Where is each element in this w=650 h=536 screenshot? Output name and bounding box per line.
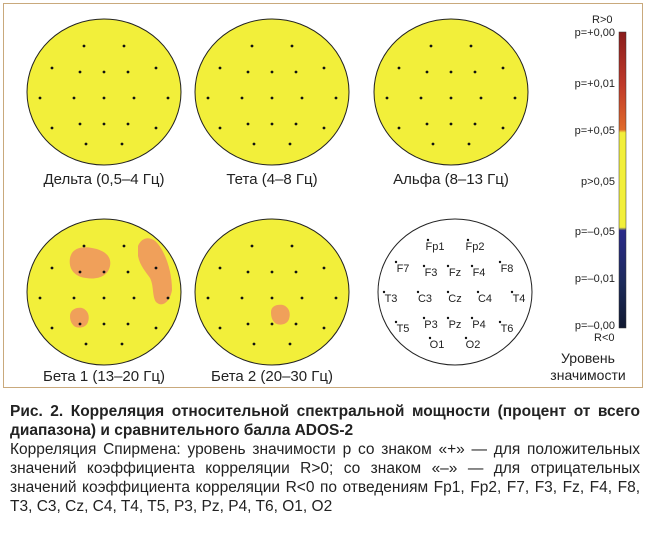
scale-tick: p=–0,00: [574, 320, 615, 332]
electrode-montage: [378, 219, 532, 365]
electrode-dot-t6: [155, 327, 158, 330]
head-label-beta2: Бета 2 (20–30 Гц): [211, 368, 333, 385]
electrode-dot-t6: [323, 127, 326, 130]
head-label-theta: Тета (4–8 Гц): [226, 171, 318, 188]
electrode-dot-cz: [271, 97, 274, 100]
electrode-dot-f3: [247, 71, 250, 74]
montage-label-t3: T3: [384, 293, 398, 305]
electrode-dot-f7: [219, 67, 222, 70]
electrode-dot-t4: [167, 297, 170, 300]
electrode-dot-f3: [247, 271, 250, 274]
electrode-dot-fp1: [83, 245, 86, 248]
electrode-dot-o2: [289, 143, 292, 146]
scale-tick: p=+0,01: [574, 78, 615, 90]
electrode-dot-o1: [432, 143, 435, 146]
electrode-dot-t4: [335, 97, 338, 100]
electrode-dot-c3: [241, 97, 244, 100]
electrode-dot-fp2: [123, 245, 126, 248]
montage-label-c4: C4: [477, 293, 493, 305]
scale-title-line1: Уровень: [561, 350, 615, 366]
head-map-alpha: [374, 19, 528, 165]
scale-bottom-label: R<0: [594, 332, 615, 344]
electrode-dot-f4: [127, 71, 130, 74]
electrode-dot-t3: [39, 97, 42, 100]
electrode-dot-fz: [450, 71, 453, 74]
head-map-beta2: [195, 219, 349, 365]
significance-blob-p3: [271, 305, 290, 325]
electrode-dot-f7: [51, 67, 54, 70]
montage-label-o1: O1: [429, 339, 445, 351]
electrode-dot-t3: [386, 97, 389, 100]
electrode-dot-p4: [127, 323, 130, 326]
montage-label-fz: Fz: [448, 267, 462, 279]
electrode-dot-f4: [127, 271, 130, 274]
electrode-dot-t3: [39, 297, 42, 300]
electrode-dot-f8: [155, 267, 158, 270]
electrode-dot-fp1: [251, 45, 254, 48]
scale-tick: p>0,05: [581, 176, 615, 188]
electrode-dot-t6: [155, 127, 158, 130]
electrode-dot-t4: [514, 97, 517, 100]
electrode-dot-c4: [133, 97, 136, 100]
montage-label-fp1: Fp1: [425, 241, 445, 253]
electrode-dot-f3: [79, 271, 82, 274]
electrode-dot-f3: [426, 71, 429, 74]
montage-label-p3: P3: [424, 319, 438, 331]
electrode-dot-fz: [103, 271, 106, 274]
electrode-dot-fp2: [291, 245, 294, 248]
electrode-dot-f4: [295, 71, 298, 74]
electrode-dot-fp1: [251, 245, 254, 248]
electrode-dot-t3: [207, 97, 210, 100]
electrode-dot-f8: [323, 267, 326, 270]
electrode-dot-c4: [301, 297, 304, 300]
electrode-dot-pz: [103, 323, 106, 326]
electrode-dot-p3: [79, 323, 82, 326]
electrode-dot-p4: [474, 123, 477, 126]
electrode-dot-c3: [241, 297, 244, 300]
montage-label-cz: Cz: [448, 293, 462, 305]
electrode-dot-o2: [468, 143, 471, 146]
electrode-dot-t5: [51, 127, 54, 130]
montage-label-t4: T4: [512, 293, 526, 305]
montage-label-pz: Pz: [448, 319, 462, 331]
electrode-dot-c4: [301, 97, 304, 100]
scale-tick: p=–0,05: [574, 226, 615, 238]
electrode-dot-o2: [289, 343, 292, 346]
electrode-dot-cz: [103, 97, 106, 100]
montage-label-f4: F4: [472, 267, 486, 279]
montage-label-o2: O2: [465, 339, 481, 351]
electrode-dot-fp1: [430, 45, 433, 48]
scale-tick: p=+0,05: [574, 125, 615, 137]
montage-label-fp2: Fp2: [465, 241, 485, 253]
electrode-dot-f7: [398, 67, 401, 70]
electrode-dot-cz: [450, 97, 453, 100]
electrode-dot-p4: [295, 123, 298, 126]
electrode-dot-f8: [502, 67, 505, 70]
electrode-dot-fp2: [291, 45, 294, 48]
electrode-dot-f8: [155, 67, 158, 70]
electrode-dot-o1: [253, 143, 256, 146]
electrode-dot-t5: [398, 127, 401, 130]
electrode-dot-p4: [127, 123, 130, 126]
montage-label-t6: T6: [500, 323, 514, 335]
scale-tick: p=+0,00: [574, 27, 615, 39]
electrode-dot-p3: [247, 323, 250, 326]
electrode-dot-f3: [79, 71, 82, 74]
electrode-dot-t6: [502, 127, 505, 130]
montage-label-f8: F8: [500, 263, 514, 275]
electrode-dot-o1: [85, 143, 88, 146]
electrode-dot-f7: [51, 267, 54, 270]
figure-caption: [10, 402, 640, 516]
caption-body: Корреляция Спирмена: уровень значимости p со знаком «+» — для положительных значений коэффициента корреляции R>0; со знаком «–» — для отрицательных значений коэффициента корреляции R<0 по отведениям Fp1, Fp2, F7, F3, Fz, F4, F8, T3, C3, Cz, C4, T4, T5, P3, Pz, P4, T6, O1, O2: [10, 441, 640, 515]
electrode-dot-c4: [133, 297, 136, 300]
electrode-dot-f8: [323, 67, 326, 70]
montage-label-p4: P4: [472, 319, 486, 331]
electrode-dot-cz: [103, 297, 106, 300]
electrode-dot-t5: [51, 327, 54, 330]
electrode-dot-o1: [253, 343, 256, 346]
electrode-dot-fp2: [470, 45, 473, 48]
montage-label-c3: C3: [417, 293, 433, 305]
electrode-dot-p3: [426, 123, 429, 126]
electrode-dot-fz: [271, 271, 274, 274]
electrode-dot-f4: [474, 71, 477, 74]
electrode-dot-c3: [420, 97, 423, 100]
electrode-dot-p3: [247, 123, 250, 126]
montage-label-t5: T5: [396, 323, 410, 335]
electrode-dot-t4: [167, 97, 170, 100]
head-map-delta: [27, 19, 181, 165]
electrode-dot-t5: [219, 127, 222, 130]
electrode-dot-o2: [121, 343, 124, 346]
electrode-dot-t5: [219, 327, 222, 330]
electrode-dot-o2: [121, 143, 124, 146]
electrode-dot-pz: [271, 323, 274, 326]
electrode-dot-pz: [450, 123, 453, 126]
scale-title: [540, 350, 636, 384]
electrode-dot-c3: [73, 297, 76, 300]
electrode-dot-t3: [207, 297, 210, 300]
electrode-dot-t4: [335, 297, 338, 300]
scale-top-label: R>0: [592, 14, 613, 26]
scale-tick: p=–0,01: [574, 273, 615, 285]
montage-label-f7: F7: [396, 263, 410, 275]
scale-title-line2: значимости: [550, 367, 626, 383]
head-label-alpha: Альфа (8–13 Гц): [393, 171, 509, 188]
electrode-dot-f7: [219, 267, 222, 270]
head-label-delta: Дельта (0,5–4 Гц): [43, 171, 165, 188]
head-map-theta: [195, 19, 349, 165]
electrode-dot-c4: [480, 97, 483, 100]
electrode-dot-pz: [103, 123, 106, 126]
electrode-dot-pz: [271, 123, 274, 126]
electrode-dot-f4: [295, 271, 298, 274]
electrode-dot-fz: [271, 71, 274, 74]
head-map-beta1: [27, 219, 181, 365]
electrode-dot-cz: [271, 297, 274, 300]
head-label-beta1: Бета 1 (13–20 Гц): [43, 368, 165, 385]
electrode-dot-c3: [73, 97, 76, 100]
electrode-dot-fz: [103, 71, 106, 74]
electrode-dot-p3: [79, 123, 82, 126]
caption-title: Рис. 2. Корреляция относительной спектральной мощности (процент от всего диапазона) и сравнительного балла ADOS-2: [10, 403, 640, 439]
electrode-dot-t6: [323, 327, 326, 330]
electrode-dot-o1: [85, 343, 88, 346]
electrode-dot-fp2: [123, 45, 126, 48]
electrode-dot-fp1: [83, 45, 86, 48]
montage-label-f3: F3: [424, 267, 438, 279]
significance-color-bar: [619, 32, 626, 328]
electrode-dot-p4: [295, 323, 298, 326]
